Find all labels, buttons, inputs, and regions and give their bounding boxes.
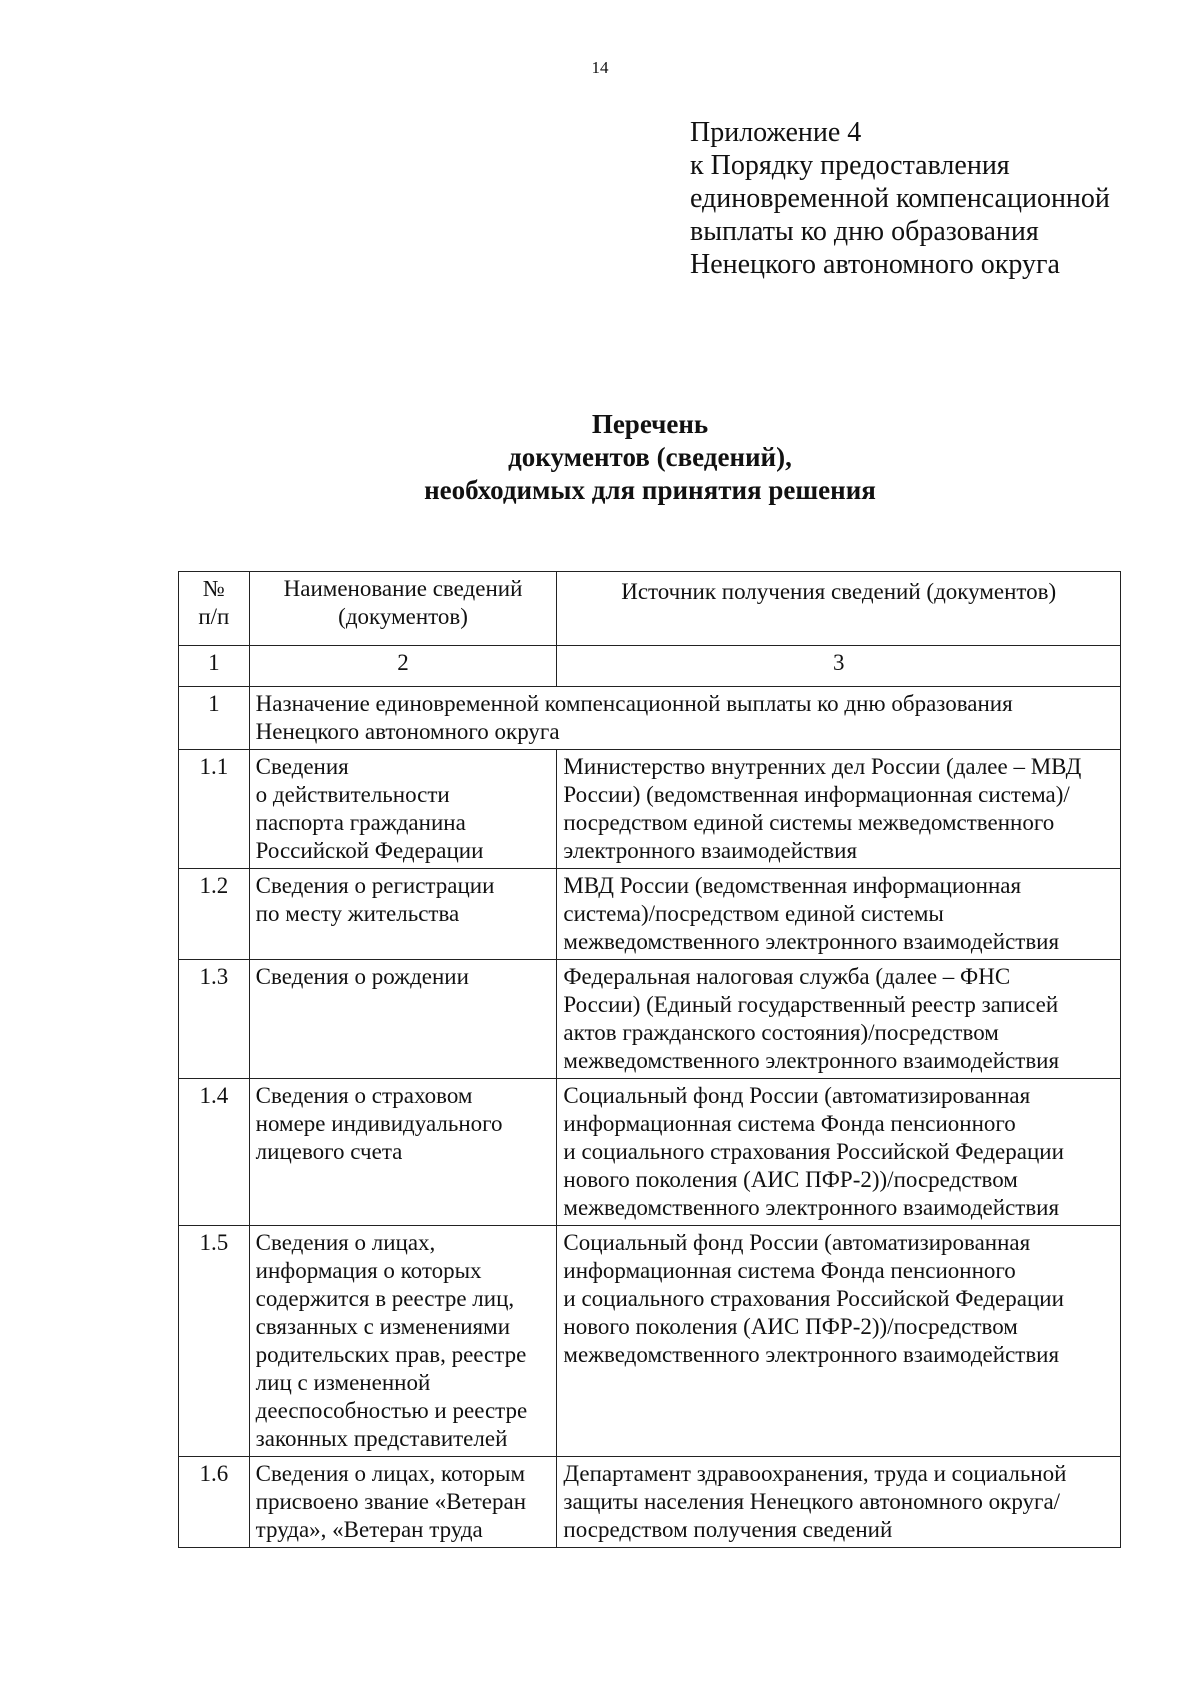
header-source-line: Источник получения сведений (документов) [621, 579, 1057, 604]
row-num: 1.2 [179, 869, 250, 960]
appendix-line: Ненецкого автономного округа [690, 249, 1060, 280]
source-line: Социальный фонд России (автоматизированная [563, 1083, 1031, 1108]
row-name [249, 1457, 557, 1548]
source-line: России) (Единый государственный реестр записей [563, 992, 1059, 1017]
row-num: 1.5 [179, 1226, 250, 1457]
row-num: 1.1 [179, 750, 250, 869]
source-line: Социальный фонд России (автоматизированная [563, 1230, 1031, 1255]
appendix-note [690, 116, 1110, 281]
header-name-line: Наименование сведений [283, 576, 523, 601]
row-name [249, 960, 557, 1079]
name-line: номере индивидуального [255, 1111, 503, 1136]
title-line: документов (сведений), [508, 442, 792, 472]
name-line: по месту жительства [255, 901, 460, 926]
row-name [249, 1226, 557, 1457]
name-line: информация о которых [255, 1258, 482, 1283]
section-row [179, 687, 1121, 750]
source-line: Департамент здравоохранения, труда и социальной [563, 1461, 1067, 1486]
row-source [557, 960, 1121, 1079]
name-line: лицевого счета [255, 1139, 403, 1164]
name-line: Российской Федерации [255, 838, 484, 863]
row-source [557, 1457, 1121, 1548]
header-name [249, 572, 557, 646]
row-name [249, 750, 557, 869]
row-source [557, 1079, 1121, 1226]
row-name [249, 1079, 557, 1226]
name-line: Сведения о лицах, [255, 1230, 436, 1255]
section-line: Назначение единовременной компенсационной выплаты ко дню образования [255, 691, 1013, 716]
column-number: 3 [557, 646, 1121, 687]
source-line: и социального страхования Российской Федерации [563, 1139, 1064, 1164]
section-line: Ненецкого автономного округа [255, 719, 560, 744]
name-line: Сведения о регистрации [255, 873, 495, 898]
name-line: труда», «Ветеран труда [255, 1517, 483, 1542]
source-line: межведомственного электронного взаимодействия [563, 1195, 1060, 1220]
row-num: 1.6 [179, 1457, 250, 1548]
name-line: дееспособностью и реестре [255, 1398, 528, 1423]
name-line: Сведения о лицах, которым [255, 1461, 526, 1486]
table-row [179, 960, 1121, 1079]
row-source [557, 869, 1121, 960]
source-line: межведомственного электронного взаимодействия [563, 1342, 1060, 1367]
appendix-line: выплаты ко дню образования [690, 216, 1039, 247]
table-header-row [179, 572, 1121, 646]
name-line: связанных с изменениями [255, 1314, 510, 1339]
title-line: необходимых для принятия решения [424, 475, 876, 505]
source-line: электронного взаимодействия [563, 838, 858, 863]
column-number-row [179, 646, 1121, 687]
header-num-line: п/п [198, 604, 230, 629]
row-source [557, 1226, 1121, 1457]
source-line: Министерство внутренних дел России (далее – МВД [563, 754, 1082, 779]
header-source [557, 572, 1121, 646]
table-row [179, 1079, 1121, 1226]
page-number: 14 [591, 58, 609, 77]
source-line: МВД России (ведомственная информационная [563, 873, 1022, 898]
column-number: 2 [249, 646, 557, 687]
source-line: и социального страхования Российской Федерации [563, 1286, 1064, 1311]
documents-table [178, 571, 1121, 1548]
source-line: посредством получения сведений [563, 1517, 893, 1542]
appendix-line: единовременной компенсационной [690, 183, 1110, 214]
source-line: межведомственного электронного взаимодействия [563, 1048, 1060, 1073]
row-num: 1.3 [179, 960, 250, 1079]
section-num: 1 [179, 687, 250, 750]
source-line: система)/посредством единой системы [563, 901, 944, 926]
table-row [179, 1226, 1121, 1457]
name-line: родительских прав, реестре [255, 1342, 527, 1367]
source-line: Федеральная налоговая служба (далее – ФНС [563, 964, 1011, 989]
source-line: защиты населения Ненецкого автономного округа/ [563, 1489, 1061, 1514]
row-name [249, 869, 557, 960]
name-line: законных представителей [255, 1426, 508, 1451]
source-line: информационная система Фонда пенсионного [563, 1258, 1016, 1283]
table-row [179, 750, 1121, 869]
name-line: Сведения [255, 754, 349, 779]
source-line: нового поколения (АИС ПФР-2))/посредством [563, 1167, 1018, 1192]
source-line: межведомственного электронного взаимодействия [563, 929, 1060, 954]
document-title [0, 408, 1200, 507]
source-line: информационная система Фонда пенсионного [563, 1111, 1016, 1136]
source-line: нового поколения (АИС ПФР-2))/посредством [563, 1314, 1018, 1339]
table-row [179, 869, 1121, 960]
header-name-line: (документов) [338, 604, 468, 629]
section-title [249, 687, 1120, 750]
row-source [557, 750, 1121, 869]
appendix-line: Приложение 4 [690, 117, 862, 148]
header-num [179, 572, 250, 646]
name-line: о действительности [255, 782, 450, 807]
name-line: лиц с измененной [255, 1370, 431, 1395]
name-line: Сведения о рождении [255, 964, 469, 989]
table-row [179, 1457, 1121, 1548]
column-number: 1 [179, 646, 250, 687]
header-num-line: № [202, 576, 225, 601]
source-line: посредством единой системы межведомственного [563, 810, 1055, 835]
title-line: Перечень [591, 409, 709, 439]
name-line: содержится в реестре лиц, [255, 1286, 515, 1311]
name-line: паспорта гражданина [255, 810, 466, 835]
name-line: Сведения о страховом [255, 1083, 473, 1108]
name-line: присвоено звание «Ветеран [255, 1489, 527, 1514]
source-line: России) (ведомственная информационная система)/ [563, 782, 1070, 807]
source-line: актов гражданского состояния)/посредством [563, 1020, 999, 1045]
row-num: 1.4 [179, 1079, 250, 1226]
appendix-line: к Порядку предоставления [690, 150, 1010, 181]
